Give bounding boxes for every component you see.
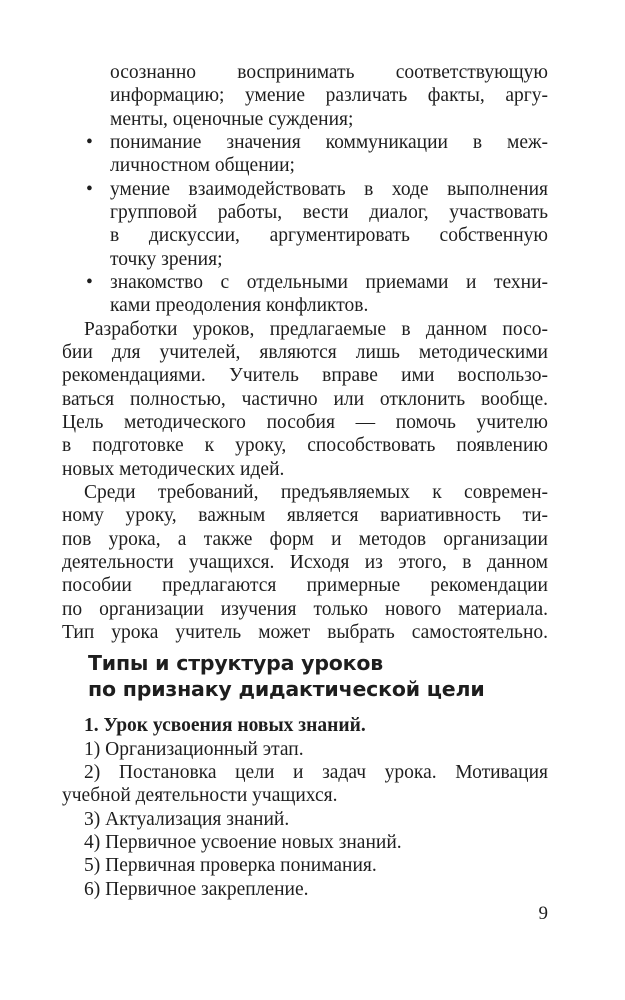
- text-line: менты, оценочные суждения;: [110, 108, 354, 130]
- text-line: ками преодоления конфликтов.: [110, 295, 369, 317]
- bullet-icon: •: [86, 178, 93, 200]
- text-line: ваться полностью, частично или отклонить вообще.: [62, 388, 548, 410]
- paragraph: [62, 318, 548, 481]
- section-heading-line: по признаку дидактической цели: [88, 676, 485, 701]
- bullet-item: [62, 178, 548, 271]
- numbered-step: 3) Актуализация знаний.: [84, 808, 290, 830]
- text-line: осознанно воспринимать соответствующую: [110, 62, 548, 83]
- text-line: Разработки уроков, предлагаемые в данном посо-: [84, 318, 548, 340]
- section-heading-line: Типы и структура уроков: [88, 651, 384, 676]
- text-line: деятельности учащихся. Исходя из этого, в данном: [62, 551, 548, 573]
- text-line: групповой работы, вести диалог, участвовать: [110, 201, 548, 223]
- section-heading: [88, 651, 548, 702]
- text-line: понимание значения коммуникации в меж-: [110, 131, 548, 153]
- text-line: 2) Постановка цели и задач урока. Мотивация: [84, 761, 548, 783]
- numbered-step: 1) Организационный этап.: [84, 738, 304, 760]
- text-line: умение взаимодействовать в ходе выполнения: [110, 178, 548, 200]
- text-line: в подготовке к уроку, способствовать появлению: [62, 435, 548, 457]
- numbered-step: 4) Первичное усвоение новых знаний.: [84, 831, 402, 853]
- text-line: Цель методического пособия — помочь учителю: [62, 411, 548, 433]
- body-text: [62, 61, 548, 901]
- text-line: ному уроку, важным является вариативность ти-: [62, 505, 548, 527]
- text-line: Среди требований, предъявляемых к современ-: [84, 481, 548, 503]
- text-line: личностном общении;: [110, 155, 295, 177]
- text-line: бии для учителей, являются лишь методическими: [62, 341, 548, 363]
- text-line: в дискуссии, аргументировать собственную: [110, 225, 548, 247]
- text-line: по организации изучения только нового материала.: [62, 598, 548, 620]
- text-line: пособии предлагаются примерные рекомендации: [62, 575, 548, 597]
- bullet-list: [62, 61, 548, 318]
- text-line: информацию; умение различать факты, аргу-: [110, 85, 548, 107]
- text-line: учебной деятельности учащихся.: [62, 785, 338, 807]
- bullet-icon: •: [86, 271, 93, 293]
- numbered-step: 6) Первичное закрепление.: [84, 878, 309, 900]
- page-number: 9: [538, 903, 548, 924]
- paragraph: [62, 481, 548, 644]
- bullet-icon: •: [86, 131, 93, 153]
- text-line: точку зрения;: [110, 248, 223, 270]
- bullet-item: [62, 271, 548, 318]
- numbered-list: [62, 738, 548, 901]
- lesson-type-title: 1. Урок усвоения новых знаний.: [84, 715, 366, 737]
- text-line: знакомство с отдельными приемами и техни-: [110, 271, 548, 293]
- bullet-item-continuation: [62, 61, 548, 131]
- text-line: пов урока, а также форм и методов организации: [62, 528, 548, 550]
- numbered-step: [62, 761, 548, 808]
- bullet-item: [62, 131, 548, 178]
- text-line: новых методических идей.: [62, 458, 285, 480]
- numbered-step: 5) Первичная проверка понимания.: [84, 855, 377, 877]
- text-line: Тип урока учитель может выбрать самостоятельно.: [62, 621, 548, 643]
- text-line: рекомендациями. Учитель вправе ими воспользо-: [62, 365, 548, 387]
